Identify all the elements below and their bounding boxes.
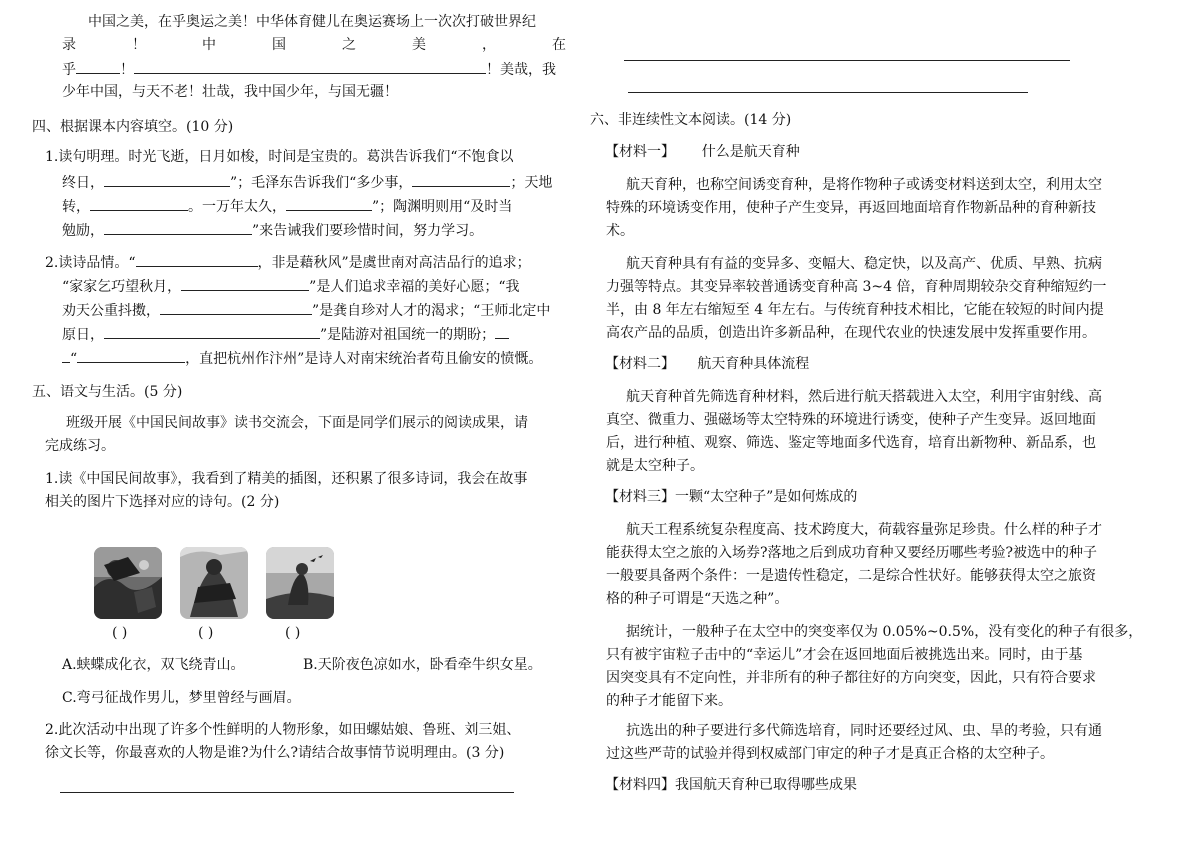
answer-blank[interactable] <box>62 347 70 363</box>
material-4-title: 【材料四】我国航天育种已取得哪些成果 <box>605 777 857 793</box>
m2-p-line: 后，进行种植、观察、筛选、鉴定等地面多代选育，培育出新物种、新品系，也 <box>606 435 1096 451</box>
q1-line-3: 转， 。一万年太久， ”；陶渊明则用“及时当 <box>62 195 512 217</box>
answer-blank[interactable] <box>495 323 509 339</box>
intro-line-1: 中国之美，在乎奥运之美！中华体育健儿在奥运赛场上一次次打破世界纪 <box>88 14 536 30</box>
answer-blank[interactable] <box>136 251 258 267</box>
m1-p1-line: 特殊的环境诱变作用，使种子产生变异，再返回地面培育作物新品种的育种新技 <box>606 200 1096 216</box>
m2-p-line: 真空、微重力、强磁场等太空特殊的环境进行诱变，使种子产生变异。返回地面 <box>606 412 1096 428</box>
m3-p1-line: 格的种子可谓是“天选之种”。 <box>606 591 789 607</box>
answer-bracket[interactable]: ( ) <box>285 625 301 641</box>
intro-word: 中 <box>202 37 216 53</box>
option-b: B.天阶夜色凉如水，卧看牵牛织女星。 <box>303 657 542 673</box>
intro-word: 之 <box>342 37 356 53</box>
section-4-heading: 四、根据课本内容填空。(10 分) <box>32 119 234 135</box>
material-3-title: 【材料三】一颗“太空种子”是如何炼成的 <box>605 489 858 505</box>
m3-p1-line: 航天工程系统复杂程度高、技术跨度大，荷载容量弥足珍贵。什么样的种子才 <box>626 522 1102 538</box>
answer-blank[interactable] <box>286 195 372 211</box>
sec5-intro-line-1: 班级开展《中国民间故事》读书交流会，下面是同学们展示的阅读成果，请 <box>66 415 528 431</box>
q2-line-3: 劝天公重抖擞， ”是龚自珍对人才的渴求；“王师北定中 <box>62 299 550 321</box>
material-1-title: 【材料一】 什么是航天育种 <box>605 144 800 160</box>
m1-p1-line: 航天育种，也称空间诱变育种，是将作物种子或诱变材料送到太空，利用太空 <box>626 177 1102 193</box>
m3-p2-line: 据统计，一般种子在太空中的突变率仅为 0.05%~0.5%，没有变化的种子有很多， <box>626 624 1143 640</box>
m1-p2-line: 航天育种具有有益的变异多、变幅大、稳定快，以及高产、优质、早熟、抗病 <box>626 256 1102 272</box>
answer-blank[interactable] <box>412 171 510 187</box>
m3-p1-line: 一般要具备两个条件：一是遗传性稳定，二是综合性状好。能够获得太空之旅资 <box>606 568 1096 584</box>
m1-p2-line: 高农产品的品质，创造出许多新品种，在现代农业的快速发展中发挥重要作用。 <box>606 325 1096 341</box>
sec5-q2-line-1: 2.此次活动中出现了许多个性鲜明的人物形象，如田螺姑娘、鲁班、刘三姐、 <box>45 722 521 738</box>
section-5-heading: 五、语文与生活。(5 分) <box>32 384 183 400</box>
answer-blank[interactable] <box>181 275 309 291</box>
m2-p-line: 航天育种首先筛选育种材料，然后进行航天搭载进入太空，利用宇宙射线、高 <box>626 389 1102 405</box>
intro-line-3: 乎 ！ ！美哉，我 <box>62 58 556 80</box>
answer-blank[interactable] <box>134 58 486 74</box>
q1-line-1: 1.读句明理。时光飞逝，日月如梭，时间是宝贵的。葛洪告诉我们“不饱食以 <box>45 149 514 165</box>
answer-blank[interactable] <box>77 347 185 363</box>
q2-line-2: “家家乞巧望秋月， ”是人们追求幸福的美好心愿；“我 <box>62 275 520 297</box>
q2-line-1: 2.读诗品情。“ ，非是藉秋风”是虞世南对高洁品行的追求； <box>45 251 531 273</box>
sec5-q2-line-2: 徐文长等，你最喜欢的人物是谁?为什么?请结合故事情节说明理由。(3 分) <box>45 745 505 761</box>
sec5-q1-line-1: 1.读《中国民间故事》，我看到了精美的插图，还积累了很多诗词，我会在故事 <box>45 471 528 487</box>
intro-word: ！ <box>132 37 146 53</box>
answer-bracket[interactable]: ( ) <box>198 625 214 641</box>
option-c: C.弯弓征战作男儿，梦里曾经与画眉。 <box>62 690 301 706</box>
q1-line-4: 勉励， ”来告诫我们要珍惜时间，努力学习。 <box>62 219 483 241</box>
m1-p1-line: 术。 <box>606 223 634 239</box>
option-a: A.蛱蝶成化衣，双飞绕青山。 <box>62 657 245 673</box>
answer-blank[interactable] <box>104 323 320 339</box>
section-6-heading: 六、非连续性文本阅读。(14 分) <box>590 112 792 128</box>
answer-line[interactable] <box>628 92 1028 93</box>
answer-blank[interactable] <box>90 195 188 211</box>
intro-line-2 <box>62 35 566 55</box>
answer-blank[interactable] <box>76 58 120 74</box>
answer-line[interactable] <box>60 792 514 793</box>
sec5-q1-line-2: 相关的图片下选择对应的诗句。(2 分) <box>45 494 280 510</box>
answer-blank[interactable] <box>160 299 312 315</box>
m3-p3-line: 过这些严苛的试验并得到权威部门审定的种子才是真正合格的太空种子。 <box>606 746 1054 762</box>
intro-word: 录 <box>62 37 76 53</box>
m3-p2-line: 因突变具有不定向性，并非所有的种子都往好的方向突变，因此，只有符合要求 <box>606 670 1096 686</box>
illustration-2 <box>180 547 248 619</box>
m3-p1-line: 能获得太空之旅的入场券?落地之后到成功育种又要经历哪些考验?被选中的种子 <box>606 545 1098 561</box>
m3-p3-line: 抗选出的种子要进行多代筛选培育，同时还要经过风、虫、旱的考验，只有通 <box>626 723 1102 739</box>
intro-word: 美 <box>412 37 426 53</box>
intro-word: 国 <box>272 37 286 53</box>
m3-p2-line: 只有被宇宙粒子击中的“幸运儿”才会在返回地面后被挑选出来。同时，由于基 <box>606 647 1083 663</box>
intro-word: ， <box>482 37 496 53</box>
m1-p2-line: 半，由 8 年左右缩短至 4 年左右。与传统育种技术相比，它能在较短的时间内提 <box>606 302 1104 318</box>
m3-p2-line: 的种子才能留下来。 <box>606 693 732 709</box>
illustration-3 <box>266 547 334 619</box>
material-2-title: 【材料二】 航天育种具体流程 <box>605 356 810 372</box>
m1-p2-line: 力强等特点。其变异率较普通诱变育种高 3~4 倍，育种周期较杂交育种缩短约一 <box>606 279 1107 295</box>
m2-p-line: 就是太空种子。 <box>606 458 704 474</box>
answer-blank[interactable] <box>104 219 252 235</box>
q2-line-5: “ ，直把杭州作汴州”是诗人对南宋统治者苟且偷安的愤慨。 <box>62 347 542 369</box>
answer-bracket[interactable]: ( ) <box>112 625 128 641</box>
answer-line[interactable] <box>624 60 1070 61</box>
illustration-1 <box>94 547 162 619</box>
q1-line-2: 终日， ”；毛泽东告诉我们“多少事， ；天地 <box>62 171 552 193</box>
intro-line-4: 少年中国，与天不老！壮哉，我中国少年，与国无疆！ <box>62 84 398 100</box>
sec5-intro-line-2: 完成练习。 <box>45 438 115 454</box>
q2-line-4: 原日， ”是陆游对祖国统一的期盼； <box>62 323 509 345</box>
answer-blank[interactable] <box>104 171 230 187</box>
intro-word: 在 <box>552 37 566 53</box>
